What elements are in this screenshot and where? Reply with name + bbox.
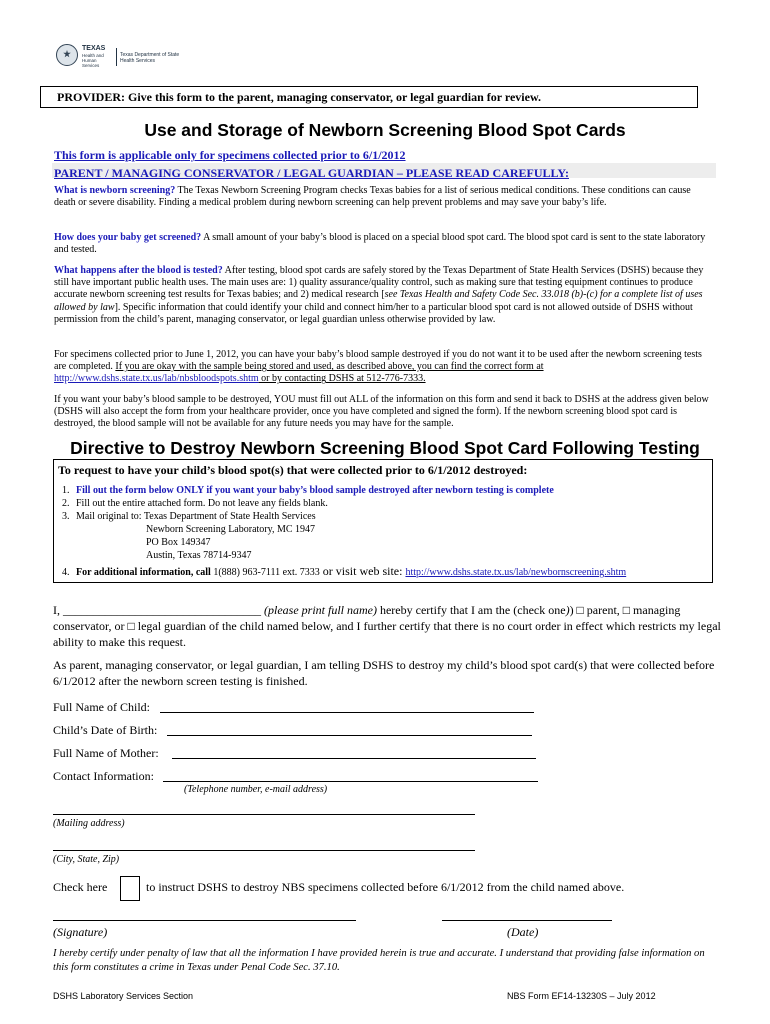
logo-divider bbox=[116, 48, 117, 66]
city-state-zip-field[interactable] bbox=[53, 850, 475, 851]
page-title: Use and Storage of Newborn Screening Blood Spot Cards bbox=[144, 120, 626, 140]
telling-statement: As parent, managing conservator, or legal guardian, I am telling DSHS to destroy my child’s blood spot card(s) that were collected before 6/1/2012 after the newborn screen testing is finished. bbox=[53, 658, 715, 688]
directive-item-2: 2. Fill out the entire attached form. Do not leave any fields blank. bbox=[62, 498, 328, 509]
date-hint: (Date) bbox=[507, 925, 539, 939]
dshs-logo bbox=[56, 44, 191, 74]
directive-item-1: 1. Fill out the form below ONLY if you want your baby’s blood sample destroyed after newborn testing is complete bbox=[62, 485, 554, 496]
directive-heading: To request to have your child’s blood spot(s) that were collected prior to 6/1/2012 destroyed: bbox=[58, 463, 528, 477]
logo-dept: Texas Department of State Health Services bbox=[120, 52, 180, 64]
applicability-note: This form is applicable only for specimens collected prior to 6/1/2012 bbox=[54, 148, 406, 162]
mailing-address-field[interactable] bbox=[53, 814, 475, 815]
check-instruction: to instruct DSHS to destroy NBS specimens collected before 6/1/2012 from the child named above. bbox=[146, 880, 625, 894]
contact-field[interactable] bbox=[163, 781, 538, 782]
section-after: What happens after the blood is tested? After testing, blood spot cards are safely stored by the Texas Department of State Health Services (DSHS) because they still have important public health uses. The main uses are: 1) quality assurance/quality control, such as making sure that testing equipment continues to produce accurate newborn screening test results for Texas babies; and 2) medical research [see Texas Health and Safety Code Sec. 33.018 (b)-(c) for a complete list of uses allowed by law]. Specific information that could identify your child and connect him/her to a particular blood spot card is not allowed outside of DSHS without permission from the child’s parent, managing conservator, or legal guardian unless otherwise provided by law. bbox=[54, 265, 704, 325]
check-here-label: Check here bbox=[53, 880, 108, 894]
directive-title: Directive to Destroy Newborn Screening Blood Spot Card Following Testing bbox=[70, 438, 700, 458]
certify-statement: I, _________________________________ (please print full name) hereby certify that I am the (check one)) □ parent, □ managing conservator, or □ legal guardian of the child named below, and I further certify that there is no court order in effect which restricts my legal ability to make this request. bbox=[53, 603, 721, 649]
address-line-1: Newborn Screening Laboratory, MC 1947 bbox=[146, 524, 316, 535]
footer-left: DSHS Laboratory Services Section bbox=[53, 991, 194, 1001]
directive-item-3: 3. Mail original to: Texas Department of State Health Services bbox=[62, 511, 316, 522]
logo-org-line2: Health and Human Services bbox=[82, 53, 104, 68]
mother-name-field[interactable] bbox=[172, 758, 536, 759]
nbsbloodspots-link[interactable]: http://www.dshs.state.tx.us/lab/nbsbloodspots.shtm bbox=[54, 373, 259, 385]
destroy-checkbox[interactable] bbox=[120, 876, 140, 901]
address-line-3: Austin, Texas 78714-9347 bbox=[146, 550, 252, 561]
texas-seal-icon bbox=[56, 44, 78, 66]
signature-hint: (Signature) bbox=[53, 925, 108, 939]
city-hint: (City, State, Zip) bbox=[53, 854, 120, 865]
date-field[interactable] bbox=[442, 920, 612, 921]
section-prior: For specimens collected prior to June 1, 2012, you can have your baby’s blood sample destroyed if you do not want it to be used after the newborn screening tests are completed. If you are okay with the sample being stored and used, as described above, you can find the correct form at http://www.dshs.state.tx.us/lab/nbsbloodspots.shtm or by contacting DSHS at 512-776-7333. bbox=[54, 349, 702, 385]
parent-heading: PARENT / MANAGING CONSERVATOR / LEGAL GUARDIAN – PLEASE READ CAREFULLY: bbox=[54, 166, 569, 180]
child-dob-field[interactable] bbox=[167, 735, 532, 736]
contact-label: Contact Information: bbox=[53, 769, 154, 783]
footer-right: NBS Form EF14-13230S – July 2012 bbox=[507, 991, 656, 1001]
section-destroy: If you want your baby’s blood sample to be destroyed, YOU must fill out ALL of the information on this form and send it back to DSHS at the address given below (DSHS will also accept the form from your healthcare provider, once you have completed and signed the form). If the newborn screening blood spot card is destroyed, the blood sample will not be available for any future needs you may have for the sample. bbox=[54, 394, 709, 430]
section-how: How does your baby get screened? A small amount of your baby’s blood is placed on a special blood spot card. The blood spot card is sent to the state laboratory and tested. bbox=[54, 232, 706, 256]
directive-item-4: 4. For additional information, call 1(888) 963-7111 ext. 7333 or visit web site: http://www.dshs.state.tx.us/lab/newbornscreening.shtm bbox=[62, 564, 627, 578]
mailing-hint: (Mailing address) bbox=[53, 818, 125, 829]
child-name-label: Full Name of Child: bbox=[53, 700, 150, 714]
section-what-is: What is newborn screening? The Texas Newborn Screening Program checks Texas babies for a list of serious medical conditions. These conditions can cause death or severe disability. Finding a medical problem during newborn screening can help prevent problems and may save your baby’s life. bbox=[54, 185, 691, 209]
child-dob-label: Child’s Date of Birth: bbox=[53, 723, 158, 737]
penalty-statement: I hereby certify under penalty of law that all the information I have provided herein is true and accurate. I understand that providing false information on this form constitutes a crime in Texas under Penal Code Sec. 37.10. bbox=[53, 948, 705, 973]
newbornscreening-link[interactable]: http://www.dshs.state.tx.us/lab/newbornscreening.shtm bbox=[405, 567, 627, 578]
contact-hint: (Telephone number, e-mail address) bbox=[184, 784, 328, 795]
logo-org-line1: TEXAS bbox=[82, 45, 106, 52]
address-line-2: PO Box 149347 bbox=[146, 537, 211, 548]
signature-field[interactable] bbox=[53, 920, 356, 921]
child-name-field[interactable] bbox=[160, 712, 534, 713]
provider-notice: PROVIDER: Give this form to the parent, managing conservator, or legal guardian for review. bbox=[40, 86, 698, 108]
mother-name-label: Full Name of Mother: bbox=[53, 746, 159, 760]
